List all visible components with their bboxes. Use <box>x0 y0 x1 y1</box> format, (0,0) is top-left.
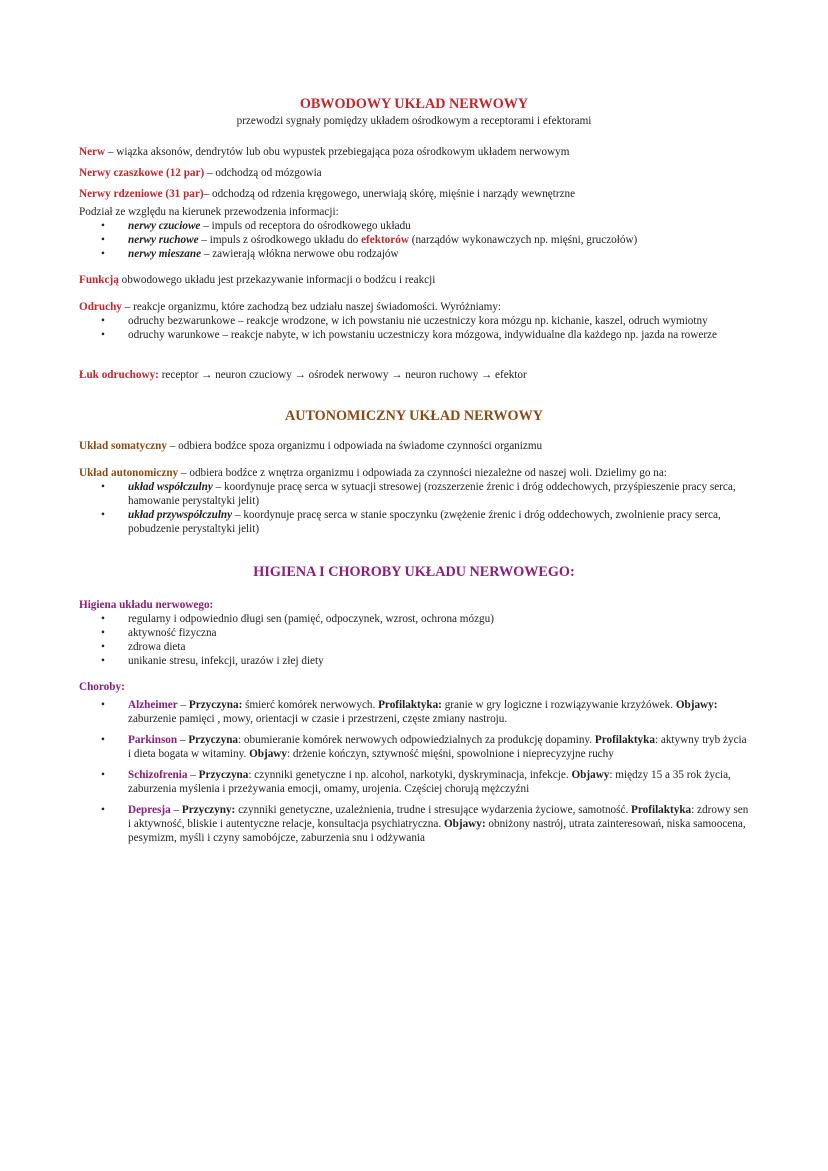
funkcja-text: obwodowego układu jest przekazywanie informacji o bodźcu i reakcji <box>118 274 436 286</box>
nerw-definition <box>79 145 751 159</box>
item-text: aktywność fizyczna <box>128 627 217 639</box>
bullet: • <box>101 641 105 653</box>
list-item <box>79 508 751 536</box>
label-objawy: Objawy: <box>443 818 486 830</box>
somatyczny-line <box>79 439 751 453</box>
bullet: • <box>101 509 105 521</box>
section-title-autonomiczny: AUTONOMICZNY UKŁAD NERWOWY <box>284 408 544 424</box>
disease-item <box>79 698 751 726</box>
bullet: • <box>101 804 105 816</box>
czaszkowe-text: – odchodzą od mózgowia <box>204 167 322 179</box>
term-ruchowe: nerwy ruchowe <box>128 234 199 246</box>
item-text: – zawierają włókna nerwowe obu rodzajów <box>201 248 399 260</box>
text: czynniki genetyczne, uzależnienia, trudne i stresujące wydarzenia życiowe, samotność. <box>235 804 632 816</box>
item-text: odruchy warunkowe – reakcje nabyte, w ich powstaniu uczestniczy kora mózgowa, indywidualne dla każdego np. jazda na rowerze <box>128 329 717 341</box>
term-luk: Łuk odruchowy: <box>79 369 159 381</box>
odruchy-intro <box>79 300 751 314</box>
text: zaburzenie pamięci , mowy, orientacji w czasie i przestrzeni, częste zmiany nastroju. <box>128 713 508 725</box>
dash: – <box>177 699 189 711</box>
term-autonomiczny: Układ autonomiczny <box>79 467 179 479</box>
luk-odruchowy <box>79 368 751 382</box>
choroby-title: Choroby: <box>79 681 125 693</box>
section-subtitle: przewodzi sygnały pomiędzy układem ośrodkowym a receptorami i efektorami <box>236 115 592 127</box>
term-mieszane: nerwy mieszane <box>128 248 202 260</box>
label-objawy: Objawy <box>249 748 287 760</box>
auto-list <box>79 480 751 536</box>
nerwy-czaszkowe <box>79 166 751 180</box>
auto-intro <box>79 466 751 480</box>
term-odruchy: Odruchy <box>79 301 122 313</box>
label-przyczyna: Przyczyna <box>198 769 249 781</box>
list-item <box>79 247 751 261</box>
bullet: • <box>101 734 105 746</box>
item-text: – impuls z ośrodkowego układu do <box>198 234 362 246</box>
choroby-list <box>79 698 751 845</box>
term-efektorow: efektorów <box>361 234 409 246</box>
bullet: • <box>101 481 105 493</box>
bullet: • <box>101 248 105 260</box>
section-title-higiena: HIGIENA I CHOROBY UKŁADU NERWOWEGO: <box>253 564 575 580</box>
podzial-intro: Podział ze względu na kierunek przewodzenia informacji: <box>79 206 339 218</box>
label-objawy: Objawy: <box>675 699 718 711</box>
luk-text: receptor → neuron czuciowy → ośrodek nerwowy → neuron ruchowy → efektor <box>158 369 527 381</box>
text: obniżony nastrój, utrata zainteresowań, niska samoocena, pesymizm, myśli i czyny samobójcze, zaburzenia snu i odżywania <box>128 818 746 844</box>
label-profilaktyka: Profilaktyka <box>594 734 655 746</box>
text: granie w gry logiczne i rozwiązywanie krzyżówek. <box>441 699 676 711</box>
bullet: • <box>101 655 105 667</box>
nerwy-rdzeniowe <box>79 187 751 201</box>
item-text: – impuls od receptora do ośrodkowego układu <box>200 220 411 232</box>
odruchy-list <box>79 314 751 342</box>
text: : obumieranie komórek nerwowych odpowiedzialnych za produkcję dopaminy. <box>238 734 595 746</box>
list-item <box>79 233 751 247</box>
list-item <box>79 219 751 233</box>
disease-name: Schizofrenia <box>128 769 188 781</box>
disease-name: Depresja <box>128 804 171 816</box>
disease-item <box>79 803 751 845</box>
nerw-text: – wiązka aksonów, dendrytów lub obu wypustek przebiegająca poza ośrodkowym układem nerwowym <box>105 146 570 158</box>
higiena-title: Higiena układu nerwowego: <box>79 599 214 611</box>
label-przyczyna: Przyczyna: <box>188 699 243 711</box>
list-item <box>79 654 751 668</box>
list-item <box>79 626 751 640</box>
podzial-list <box>79 219 751 261</box>
term-wspolczulny: układ współczulny <box>128 481 213 493</box>
item-text: unikanie stresu, infekcji, urazów i złej diety <box>128 655 324 667</box>
disease-item <box>79 733 751 761</box>
bullet: • <box>101 699 105 711</box>
bullet: • <box>101 613 105 625</box>
bullet: • <box>101 627 105 639</box>
text: : aktywny tryb życia i dieta bogata w witaminy. <box>128 734 747 760</box>
item-text: zdrowa dieta <box>128 641 186 653</box>
dash: – <box>187 769 199 781</box>
label-profilaktyka: Profilaktyka: <box>378 699 442 711</box>
podzial-block <box>79 205 751 261</box>
item-text: – koordynuje pracę serca w stanie spoczynku (zwężenie źrenic i dróg oddechowych, zwolnienie pracy serca, pobudzenie perystaltyki jelit) <box>128 509 721 535</box>
label-objawy: Objawy <box>571 769 610 781</box>
list-item <box>79 612 751 626</box>
term-czaszkowe: Nerwy czaszkowe (12 par) <box>79 167 205 179</box>
text: : czynniki genetyczne i np. alcohol, narkotyki, dyskryminacja, infekcje. <box>248 769 572 781</box>
choroby-block <box>79 680 751 845</box>
somat-text: – odbiera bodźce spoza organizmu i odpowiada na świadome czynności organizmu <box>166 440 543 452</box>
text: : drżenie kończyn, sztywność mięśni, spowolnione i nieprecyzyjne ruchy <box>286 748 614 760</box>
dash: – <box>170 804 182 816</box>
list-item <box>79 480 751 508</box>
rdzeniowe-text: – odchodzą od rdzenia kręgowego, unerwiają skórę, mięśnie i narządy wewnętrzne <box>203 188 576 200</box>
auto-text: – odbiera bodźce z wnętrza organizmu i odpowiada za czynności niezależne od naszej woli. Dzielimy go na: <box>178 467 667 479</box>
autonomiczny-block <box>79 466 751 536</box>
disease-name: Alzheimer <box>128 699 178 711</box>
term-somatyczny: Układ somatyczny <box>79 440 167 452</box>
term-przywspolczulny: układ przywspółczulny <box>128 509 233 521</box>
bullet: • <box>101 234 105 246</box>
odruchy-block <box>79 300 751 342</box>
funkcja-line <box>79 273 751 287</box>
bullet: • <box>101 769 105 781</box>
text: śmierć komórek nerwowych. <box>242 699 379 711</box>
disease-name: Parkinson <box>128 734 178 746</box>
dash: – <box>177 734 189 746</box>
item-text: odruchy bezwarunkowe – reakcje wrodzone, w ich powstaniu nie uczestniczy kora mózgu np. kichanie, kaszel, odruch wymiotny <box>128 315 708 327</box>
text: : między 15 a 35 rok życia, zaburzenia myślenia i przeżywania emocji, omamy, urojenia. Częściej chorują mężczyźni <box>128 769 731 795</box>
section-title-obwodowy: OBWODOWY UKŁAD NERWOWY <box>299 96 529 112</box>
text: : zdrowy sen i aktywność, bliskie i autentyczne relacje, konsultacja psychiatryczna. <box>128 804 749 830</box>
bullet: • <box>101 220 105 232</box>
item-text: – koordynuje pracę serca w sytuacji stresowej (rozszerzenie źrenic i dróg oddechowych, przyśpieszenie pracy serca, hamowanie perystaltyki jelit) <box>128 481 736 507</box>
term-czuciowe: nerwy czuciowe <box>128 220 201 232</box>
term-nerw: Nerw <box>79 146 106 158</box>
higiena-list <box>79 612 751 668</box>
higiena-block <box>79 598 751 668</box>
item-text: (narządów wykonawczych np. mięśni, gruczołów) <box>408 234 638 246</box>
list-item <box>79 640 751 654</box>
term-funkcja: Funkcją <box>79 274 119 286</box>
odruchy-text: – reakcje organizmu, które zachodzą bez udziału naszej świadomości. Wyróżniamy: <box>121 301 502 313</box>
disease-item <box>79 768 751 796</box>
label-przyczyny: Przyczyny: <box>181 804 236 816</box>
label-profilaktyka: Profilaktyka <box>631 804 692 816</box>
item-text: regularny i odpowiednio długi sen (pamięć, odpoczynek, wzrost, ochrona mózgu) <box>128 613 494 625</box>
bullet: • <box>101 315 105 327</box>
list-item <box>79 314 751 328</box>
label-przyczyna: Przyczyna <box>188 734 239 746</box>
term-rdzeniowe: Nerwy rdzeniowe (31 par) <box>79 188 204 200</box>
list-item <box>79 328 751 342</box>
bullet: • <box>101 329 105 341</box>
